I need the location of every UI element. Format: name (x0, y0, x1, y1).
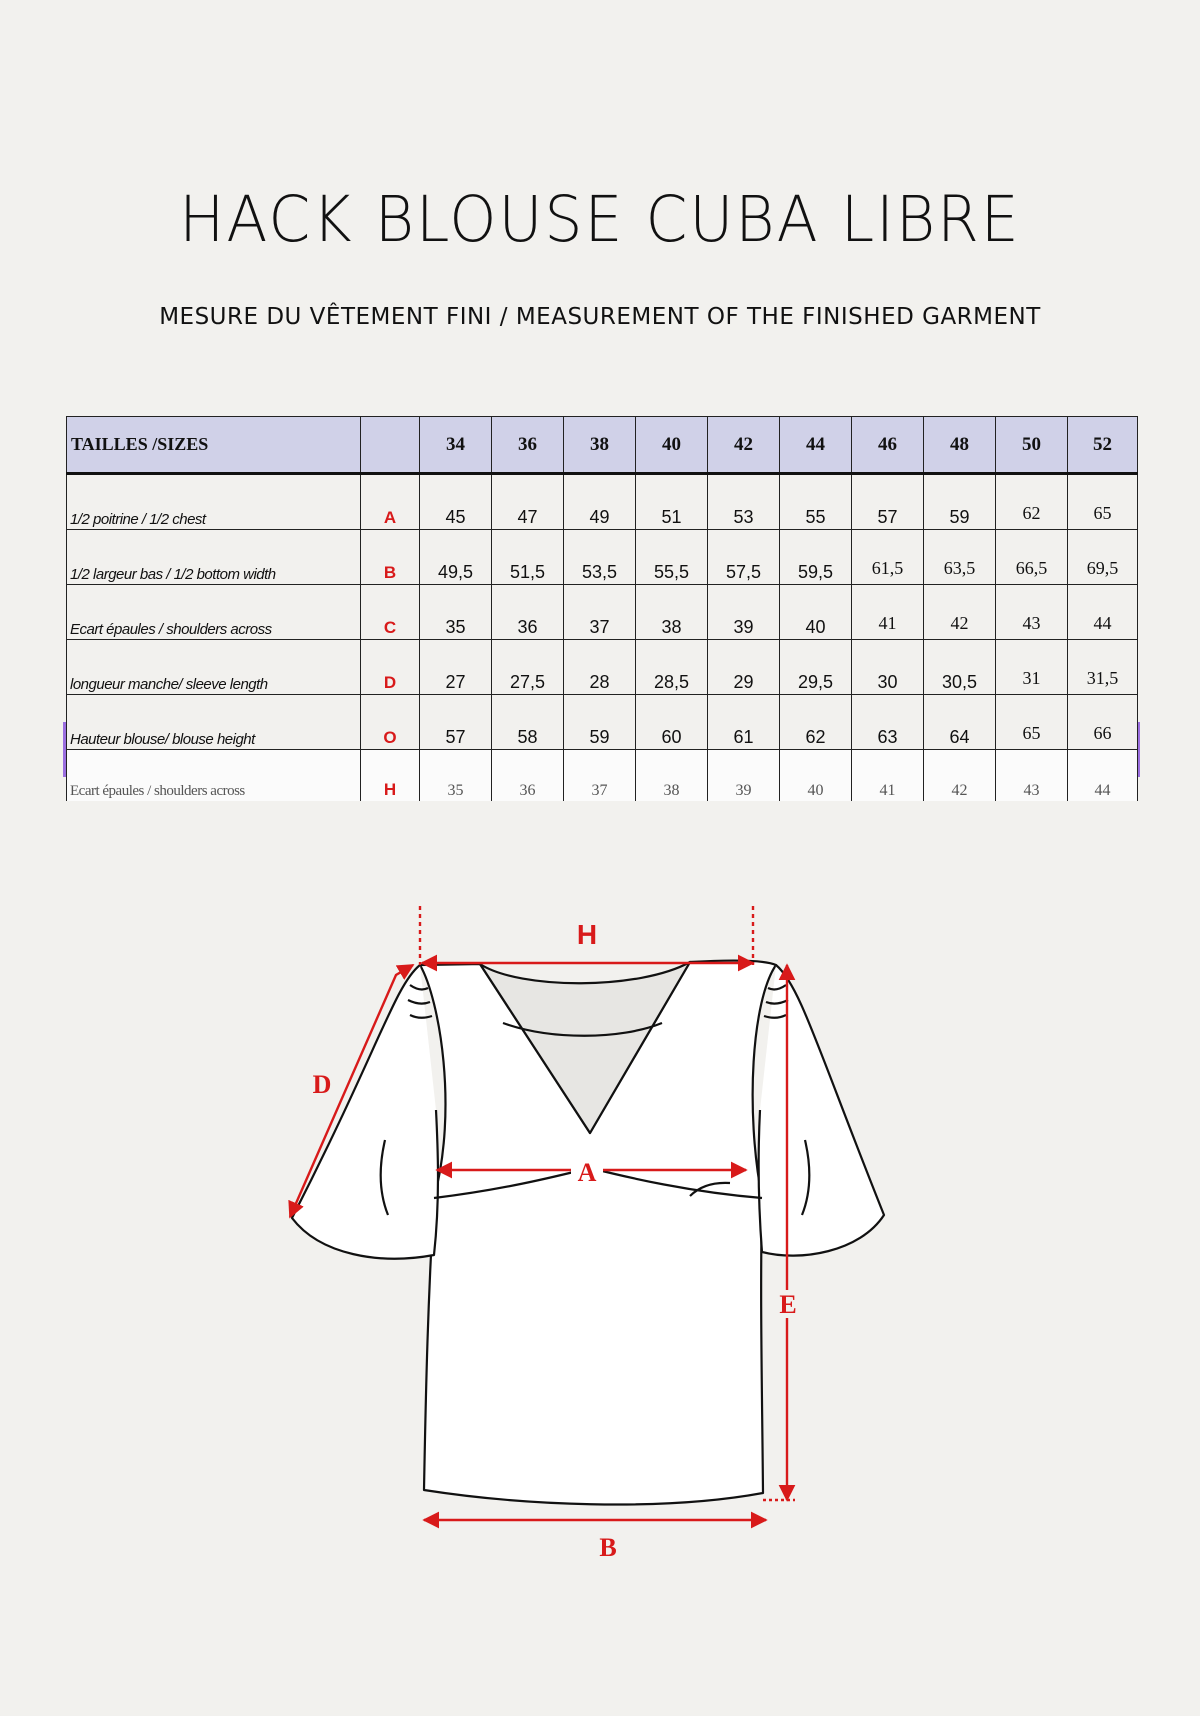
size-chart-table (66, 416, 1138, 801)
table-cell: 59 (564, 695, 636, 750)
table-row (67, 530, 1138, 585)
table-cell: 57 (420, 695, 492, 750)
blouse-outline (292, 961, 884, 1505)
table-cell: 44 (1068, 585, 1138, 640)
table-cell: 38 (636, 585, 708, 640)
row-label: Hauteur blouse/ blouse height (67, 695, 361, 750)
table-cell: 66 (1068, 695, 1138, 750)
table-cell: 31,5 (1068, 640, 1138, 695)
table-cell: 69,5 (1068, 530, 1138, 585)
table-cell: 31 (996, 640, 1068, 695)
table-row (67, 585, 1138, 640)
header-size: 50 (996, 417, 1068, 474)
measure-label-d: D (312, 1070, 332, 1099)
table-cell: 62 (996, 474, 1068, 530)
table-cell: 30 (852, 640, 924, 695)
table-cell: 36 (492, 750, 564, 802)
blouse-diagram (260, 890, 920, 1580)
measure-label-a: A (577, 1158, 597, 1187)
table-cell: 28,5 (636, 640, 708, 695)
table-cell: 55,5 (636, 530, 708, 585)
table-cell: 39 (708, 750, 780, 802)
table-header-row (67, 417, 1138, 474)
row-label: Ecart épaules / shoulders across (67, 750, 361, 802)
table-cell: 63,5 (924, 530, 996, 585)
table-cell: 51,5 (492, 530, 564, 585)
row-letter: D (361, 640, 420, 695)
table-cell: 45 (420, 474, 492, 530)
table-cell: 64 (924, 695, 996, 750)
table-cell: 27 (420, 640, 492, 695)
table-cell: 37 (564, 585, 636, 640)
table-cell: 29 (708, 640, 780, 695)
header-sizes-label: TAILLES /SIZES (67, 417, 361, 474)
row-letter: C (361, 585, 420, 640)
table-row (67, 474, 1138, 530)
header-size: 42 (708, 417, 780, 474)
table-cell: 51 (636, 474, 708, 530)
table-cell: 43 (996, 585, 1068, 640)
table-cell: 44 (1068, 750, 1138, 802)
table-cell: 38 (636, 750, 708, 802)
header-size: 52 (1068, 417, 1138, 474)
header-size: 38 (564, 417, 636, 474)
table-cell: 62 (780, 695, 852, 750)
blouse-right-sleeve (759, 965, 884, 1256)
table-cell: 49,5 (420, 530, 492, 585)
table-cell: 58 (492, 695, 564, 750)
table-cell: 61,5 (852, 530, 924, 585)
row-label: 1/2 largeur bas / 1/2 bottom width (67, 530, 361, 585)
table-cell: 63 (852, 695, 924, 750)
header-size: 48 (924, 417, 996, 474)
page-subtitle: MESURE DU VÊTEMENT FINI / MEASUREMENT OF THE FINISHED GARMENT (159, 304, 1041, 330)
table-cell: 39 (708, 585, 780, 640)
table-cell: 37 (564, 750, 636, 802)
row-label: longueur manche/ sleeve length (67, 640, 361, 695)
header-letter-cell (361, 417, 420, 474)
table-cell: 35 (420, 585, 492, 640)
table-row (67, 695, 1138, 750)
table-cell: 49 (564, 474, 636, 530)
table-cell: 35 (420, 750, 492, 802)
table-cell: 42 (924, 750, 996, 802)
table-cell: 30,5 (924, 640, 996, 695)
table-cell: 59,5 (780, 530, 852, 585)
row-letter: O (361, 695, 420, 750)
table-cell: 43 (996, 750, 1068, 802)
page-title: HACK BLOUSE CUBA LIBRE (179, 183, 1021, 257)
table-cell: 53,5 (564, 530, 636, 585)
measure-label-h: H (576, 919, 598, 950)
header-size: 44 (780, 417, 852, 474)
table-cell: 65 (1068, 474, 1138, 530)
table-row (67, 750, 1138, 802)
table-cell: 61 (708, 695, 780, 750)
table-cell: 27,5 (492, 640, 564, 695)
table-cell: 36 (492, 585, 564, 640)
measure-label-b: B (599, 1533, 617, 1562)
row-label: Ecart épaules / shoulders across (67, 585, 361, 640)
table-cell: 59 (924, 474, 996, 530)
table-cell: 42 (924, 585, 996, 640)
blouse-left-sleeve (292, 965, 438, 1259)
table-cell: 29,5 (780, 640, 852, 695)
table-cell: 57 (852, 474, 924, 530)
table-cell: 66,5 (996, 530, 1068, 585)
row-letter: B (361, 530, 420, 585)
table-row (67, 640, 1138, 695)
table-cell: 28 (564, 640, 636, 695)
header-size: 34 (420, 417, 492, 474)
table-cell: 53 (708, 474, 780, 530)
table-cell: 47 (492, 474, 564, 530)
table-cell: 41 (852, 585, 924, 640)
table-cell: 57,5 (708, 530, 780, 585)
row-letter: A (361, 474, 420, 530)
table-cell: 40 (780, 585, 852, 640)
table-cell: 65 (996, 695, 1068, 750)
header-size: 40 (636, 417, 708, 474)
row-label: 1/2 poitrine / 1/2 chest (67, 474, 361, 530)
header-size: 46 (852, 417, 924, 474)
measure-label-e: E (779, 1290, 797, 1319)
table-cell: 60 (636, 695, 708, 750)
table-cell: 55 (780, 474, 852, 530)
table-cell: 40 (780, 750, 852, 802)
header-size: 36 (492, 417, 564, 474)
row-letter: H (361, 750, 420, 802)
table-cell: 41 (852, 750, 924, 802)
